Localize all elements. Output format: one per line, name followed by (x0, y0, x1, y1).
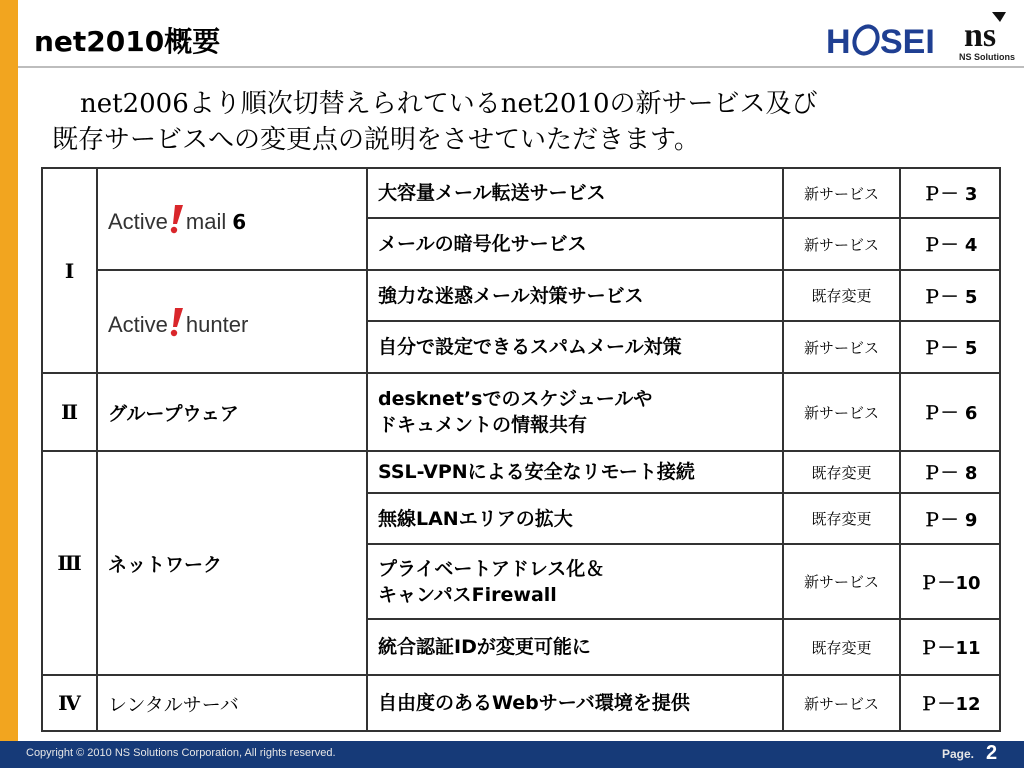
section-number: Ⅲ (42, 451, 97, 675)
section-number: Ⅳ (42, 675, 97, 731)
status-label: 新サービス (783, 168, 900, 218)
status-label: 既存変更 (783, 270, 900, 321)
copyright-text: Copyright © 2010 NS Solutions Corporation, All rights reserved. (26, 747, 336, 759)
table-row (42, 373, 1000, 451)
service-name: 無線LANエリアの拡大 (367, 493, 783, 544)
page-ref: Ｐ－10 (900, 544, 1000, 619)
table-row (42, 270, 1000, 321)
svg-text:SEI: SEI (880, 23, 935, 58)
page-ref: Ｐ－ 5 (900, 321, 1000, 373)
exclamation-icon (168, 307, 186, 337)
service-name-line: プライベートアドレス化＆ (378, 557, 605, 580)
page-label: Page. (942, 747, 975, 761)
intro-text (52, 86, 818, 158)
exclamation-icon (168, 204, 186, 234)
logo-word: Active (108, 311, 168, 337)
page-ref: Ｐ－ 5 (900, 270, 1000, 321)
status-label: 新サービス (783, 373, 900, 451)
category-name: グループウェア (97, 373, 367, 451)
service-table (41, 167, 1001, 732)
svg-text:H: H (826, 23, 851, 58)
table-row (42, 168, 1000, 218)
intro-line-2: 既存サービスへの変更点の説明をさせていただきます。 (52, 125, 700, 155)
service-name: 強力な迷惑メール対策サービス (367, 270, 783, 321)
page-ref: Ｐ－11 (900, 619, 1000, 675)
ns-solutions-logo (956, 8, 1018, 64)
page-ref: Ｐ－ 6 (900, 373, 1000, 451)
activehunter-logo (108, 307, 356, 337)
ns-logo-mark (956, 8, 1018, 52)
status-label: 新サービス (783, 675, 900, 731)
page-ref: Ｐ－ 3 (900, 168, 1000, 218)
service-name-line: ドキュメントの情報共有 (378, 414, 588, 436)
status-label: 既存変更 (783, 493, 900, 544)
service-name: 自由度のあるWebサーバ環境を提供 (367, 675, 783, 731)
activehunter-logo-cell (97, 270, 367, 373)
page-number: 2 (986, 742, 998, 764)
page-ref: Ｐ－ 8 (900, 451, 1000, 493)
activemail-logo (108, 204, 356, 234)
service-name (367, 544, 783, 619)
service-name: SSL-VPNによる安全なリモート接続 (367, 451, 783, 493)
status-label: 新サービス (783, 321, 900, 373)
logo-word: mail (185, 209, 227, 234)
service-name (367, 373, 783, 451)
logo-version: 6 (232, 210, 247, 234)
service-name-line: キャンパスFirewall (378, 583, 557, 606)
footer-bar (0, 741, 1024, 768)
service-name-line: desknet’sでのスケジュールや (378, 388, 653, 410)
page-ref: Ｐ－12 (900, 675, 1000, 731)
category-name: ネットワーク (97, 451, 367, 675)
activemail-logo-cell (97, 168, 367, 270)
status-label: 既存変更 (783, 451, 900, 493)
intro-line-1: net2006より順次切替えられているnet2010の新サービス及び (80, 89, 818, 119)
status-label: 既存変更 (783, 619, 900, 675)
hosei-logo-mark (826, 22, 948, 58)
svg-text:ns: ns (964, 17, 997, 52)
hosei-logo (826, 22, 948, 58)
section-number: Ⅰ (42, 168, 97, 373)
service-name: 統合認証IDが変更可能に (367, 619, 783, 675)
service-name: 大容量メール転送サービス (367, 168, 783, 218)
page-title: net2010概要 (34, 25, 221, 58)
service-name: 自分で設定できるスパムメール対策 (367, 321, 783, 373)
accent-bar (0, 0, 18, 768)
ns-logo-caption: NS Solutions (959, 52, 1015, 62)
table-row (42, 451, 1000, 493)
page-ref: Ｐ－ 9 (900, 493, 1000, 544)
status-label: 新サービス (783, 218, 900, 270)
logo-word: Active (108, 209, 168, 234)
table-row (42, 675, 1000, 731)
section-number: Ⅱ (42, 373, 97, 451)
service-name: メールの暗号化サービス (367, 218, 783, 270)
category-name: レンタルサーバ (97, 675, 367, 731)
status-label: 新サービス (783, 544, 900, 619)
logo-word: hunter (185, 311, 249, 337)
title-divider (18, 66, 1024, 68)
page-ref: Ｐ－ 4 (900, 218, 1000, 270)
